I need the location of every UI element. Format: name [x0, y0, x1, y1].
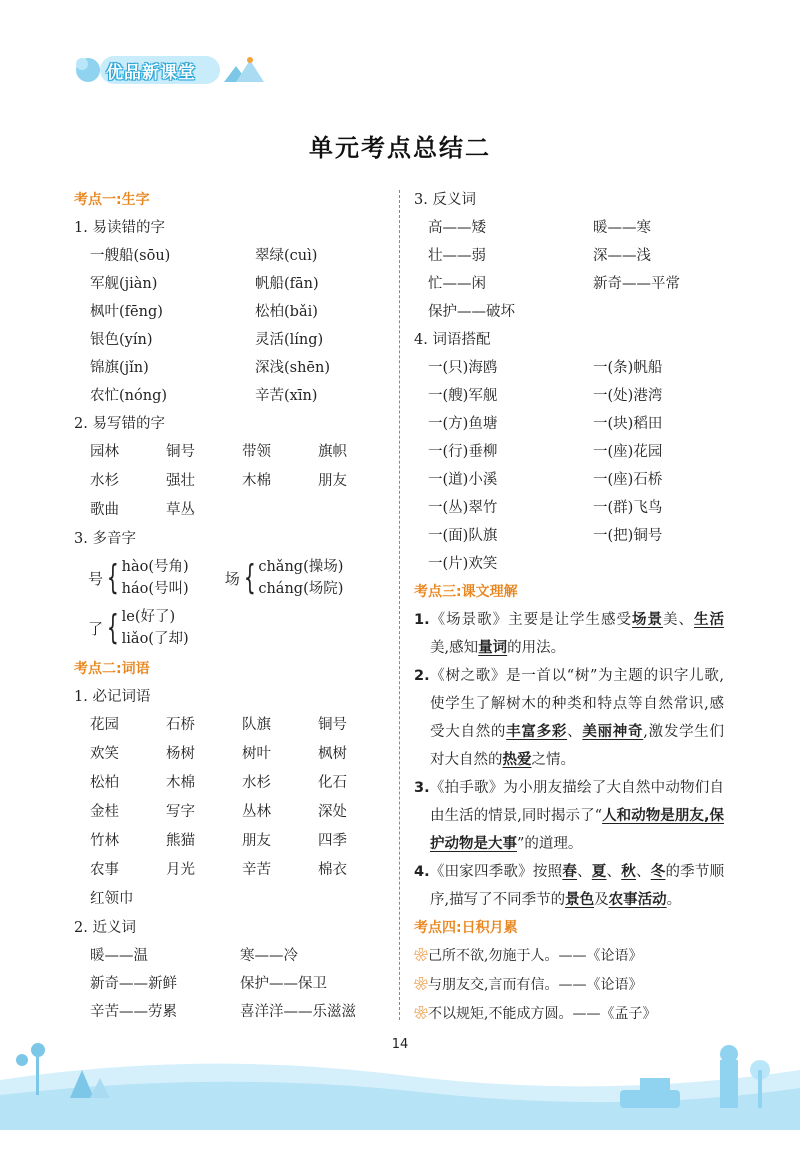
word-item: 水杉 — [242, 775, 271, 791]
word-item: 军舰(jiàn) — [90, 276, 158, 292]
polyphone-row-2 — [74, 605, 374, 651]
easy-read-label: 1. 易读错的字 — [74, 220, 165, 236]
word-item: 农事 — [90, 862, 119, 878]
word-item: 化石 — [318, 775, 347, 791]
word-pair: 一(丛)翠竹 — [428, 500, 498, 516]
word-pair: 一(艘)军舰 — [428, 388, 498, 404]
flower-icon: ❀ — [414, 977, 428, 993]
word-pair: 一(处)港湾 — [593, 388, 663, 404]
word-pair: 一(片)欢笑 — [428, 556, 498, 572]
polyphone-chang — [225, 555, 344, 601]
word-item: 朋友 — [242, 833, 271, 849]
word-pair: 深——浅 — [593, 248, 651, 264]
word-pair: 保护——破坏 — [428, 304, 515, 320]
word-item: 欢笑 — [90, 746, 119, 762]
synonyms-label: 2. 近义词 — [74, 920, 136, 936]
word-pair: 暖——温 — [90, 948, 148, 964]
word-item: 枫叶(fēng) — [90, 304, 163, 320]
word-item: 棉衣 — [318, 862, 347, 878]
word-pair: 一(只)海鸥 — [428, 360, 498, 376]
word-pair: 一(把)铜号 — [593, 528, 663, 544]
word-item: 铜号 — [166, 444, 195, 460]
word-item: 写字 — [166, 804, 195, 820]
word-pair: 新奇——新鲜 — [90, 976, 177, 992]
brace-icon: { — [106, 608, 119, 648]
synonyms-list — [74, 942, 374, 1026]
word-pair: 寒——冷 — [240, 948, 298, 964]
word-item: 银色(yín) — [90, 332, 153, 348]
collocation-list — [414, 354, 724, 578]
flower-icon: ❀ — [414, 948, 428, 964]
word-pair: 一(面)队旗 — [428, 528, 498, 544]
polyphone-char: 号 — [88, 569, 104, 588]
polyphone-row — [74, 553, 374, 601]
brand-logo — [74, 52, 274, 88]
section-heading-3: 考点三:课文理解 — [414, 584, 518, 600]
word-item: 枫树 — [318, 746, 347, 762]
word-pair: 暖——寒 — [593, 220, 651, 236]
page-number: 14 — [391, 1037, 409, 1052]
reading: chǎng(操场) — [258, 559, 344, 575]
word-item: 队旗 — [242, 717, 271, 733]
word-item: 园林 — [90, 444, 119, 460]
easy-read-list — [74, 242, 374, 410]
word-item: 辛苦 — [242, 862, 271, 878]
quote-item: ❀与朋友交,言而有信。——《论语》 — [414, 977, 643, 993]
section-heading-4: 考点四:日积月累 — [414, 920, 518, 936]
word-pair: 保护——保卫 — [240, 976, 327, 992]
polyphone-le — [88, 605, 374, 651]
word-item: 铜号 — [318, 717, 347, 733]
quote-item: ❀己所不欲,勿施于人。——《论语》 — [414, 948, 643, 964]
word-item: 丛林 — [242, 804, 271, 820]
word-item: 石桥 — [166, 717, 195, 733]
page-title: 单元考点总结二 — [309, 134, 491, 162]
brace-icon: { — [243, 558, 256, 598]
word-item: 带领 — [242, 444, 271, 460]
word-item: 一艘船(sōu) — [90, 248, 171, 264]
word-item: 树叶 — [242, 746, 271, 762]
understanding-item-2: 2.《树之歌》是一首以“树”为主题的识字儿歌,使学生了解树木的种类和特点等自然常识,感受大自然的丰富多彩、美丽神奇,激发学生们对大自然的热爱之情。 — [414, 668, 725, 768]
reading: liǎo(了却) — [121, 631, 189, 647]
footer-decoration — [0, 1020, 800, 1130]
word-item: 灵活(líng) — [255, 332, 324, 348]
word-pair: 壮——弱 — [428, 248, 486, 264]
easy-write-list — [74, 438, 374, 525]
word-item: 熊猫 — [166, 833, 195, 849]
word-item: 松柏(bǎi) — [255, 304, 318, 320]
word-pair: 一(条)帆船 — [593, 360, 663, 376]
word-item: 四季 — [318, 833, 347, 849]
quote-item: ❀不以规矩,不能成方圆。——《孟子》 — [414, 1006, 657, 1022]
word-pair: 高——矮 — [428, 220, 486, 236]
word-pair: 新奇——平常 — [593, 276, 680, 292]
word-item: 帆船(fān) — [255, 276, 319, 292]
word-item: 翠绿(cuì) — [255, 248, 318, 264]
word-item: 金桂 — [90, 804, 119, 820]
reading: háo(号叫) — [121, 581, 189, 597]
flower-icon: ❀ — [414, 1006, 428, 1022]
word-pair: 一(座)花园 — [593, 444, 663, 460]
word-item: 深处 — [318, 804, 347, 820]
word-pair: 一(块)稻田 — [593, 416, 663, 432]
word-item: 红领巾 — [90, 891, 134, 907]
word-item: 水杉 — [90, 473, 119, 489]
understanding-item-3: 3.《拍手歌》为小朋友描绘了大自然中动物们自由生活的情景,同时揭示了“人和动物是朋友,保护动物是大事”的道理。 — [414, 780, 724, 852]
word-item: 竹林 — [90, 833, 119, 849]
reading: hào(号角) — [121, 559, 189, 575]
word-item: 强壮 — [166, 473, 195, 489]
must-words-label: 1. 必记词语 — [74, 689, 151, 705]
word-pair: 一(方)鱼塘 — [428, 416, 498, 432]
reading: cháng(场院) — [258, 581, 344, 597]
word-item: 朋友 — [318, 473, 347, 489]
polyphone-char: 场 — [224, 569, 240, 588]
section-heading-2: 考点二:词语 — [74, 661, 150, 677]
word-pair: 辛苦——劳累 — [90, 1004, 177, 1020]
column-divider — [399, 190, 400, 1020]
understanding-item-4: 4.《田家四季歌》按照春、夏、秋、冬的季节顺序,描写了不同季节的景色及农事活动。 — [414, 864, 725, 908]
word-item: 杨树 — [166, 746, 195, 762]
easy-write-label: 2. 易写错的字 — [74, 416, 165, 432]
understanding-item-1: 1.《场景歌》主要是让学生感受场景美、生活美,感知量词的用法。 — [414, 612, 725, 656]
word-item: 歌曲 — [90, 502, 119, 518]
brace-icon: { — [106, 558, 119, 598]
word-item: 旗帜 — [318, 444, 347, 460]
left-column — [74, 186, 374, 1026]
word-item: 花园 — [90, 717, 119, 733]
word-item: 农忙(nóng) — [90, 388, 168, 404]
word-item: 草丛 — [166, 502, 195, 518]
polyphone-hao — [88, 555, 189, 601]
polyphone-char: 了 — [88, 619, 104, 638]
word-pair: 一(座)石桥 — [593, 472, 663, 488]
word-item: 月光 — [166, 862, 195, 878]
polyphone-label: 3. 多音字 — [74, 531, 136, 547]
collocation-label: 4. 词语搭配 — [414, 332, 491, 348]
word-pair: 忙——闲 — [428, 276, 486, 292]
word-item: 深浅(shēn) — [255, 360, 331, 376]
right-column — [414, 186, 724, 1029]
brand-text: 优品新课堂 — [106, 63, 196, 83]
word-item: 木棉 — [242, 473, 271, 489]
reading: le(好了) — [121, 609, 176, 625]
word-pair: 一(道)小溪 — [428, 472, 498, 488]
word-item: 松柏 — [90, 775, 119, 791]
word-pair: 喜洋洋——乐滋滋 — [240, 1004, 356, 1020]
word-item: 锦旗(jǐn) — [90, 360, 149, 376]
word-item: 木棉 — [166, 775, 195, 791]
section-heading-1: 考点一:生字 — [74, 192, 150, 208]
antonyms-list — [414, 214, 724, 326]
must-words-list — [74, 711, 374, 914]
antonyms-label: 3. 反义词 — [414, 192, 476, 208]
word-item: 辛苦(xīn) — [255, 388, 318, 404]
word-pair: 一(群)飞鸟 — [593, 500, 663, 516]
word-pair: 一(行)垂柳 — [428, 444, 498, 460]
